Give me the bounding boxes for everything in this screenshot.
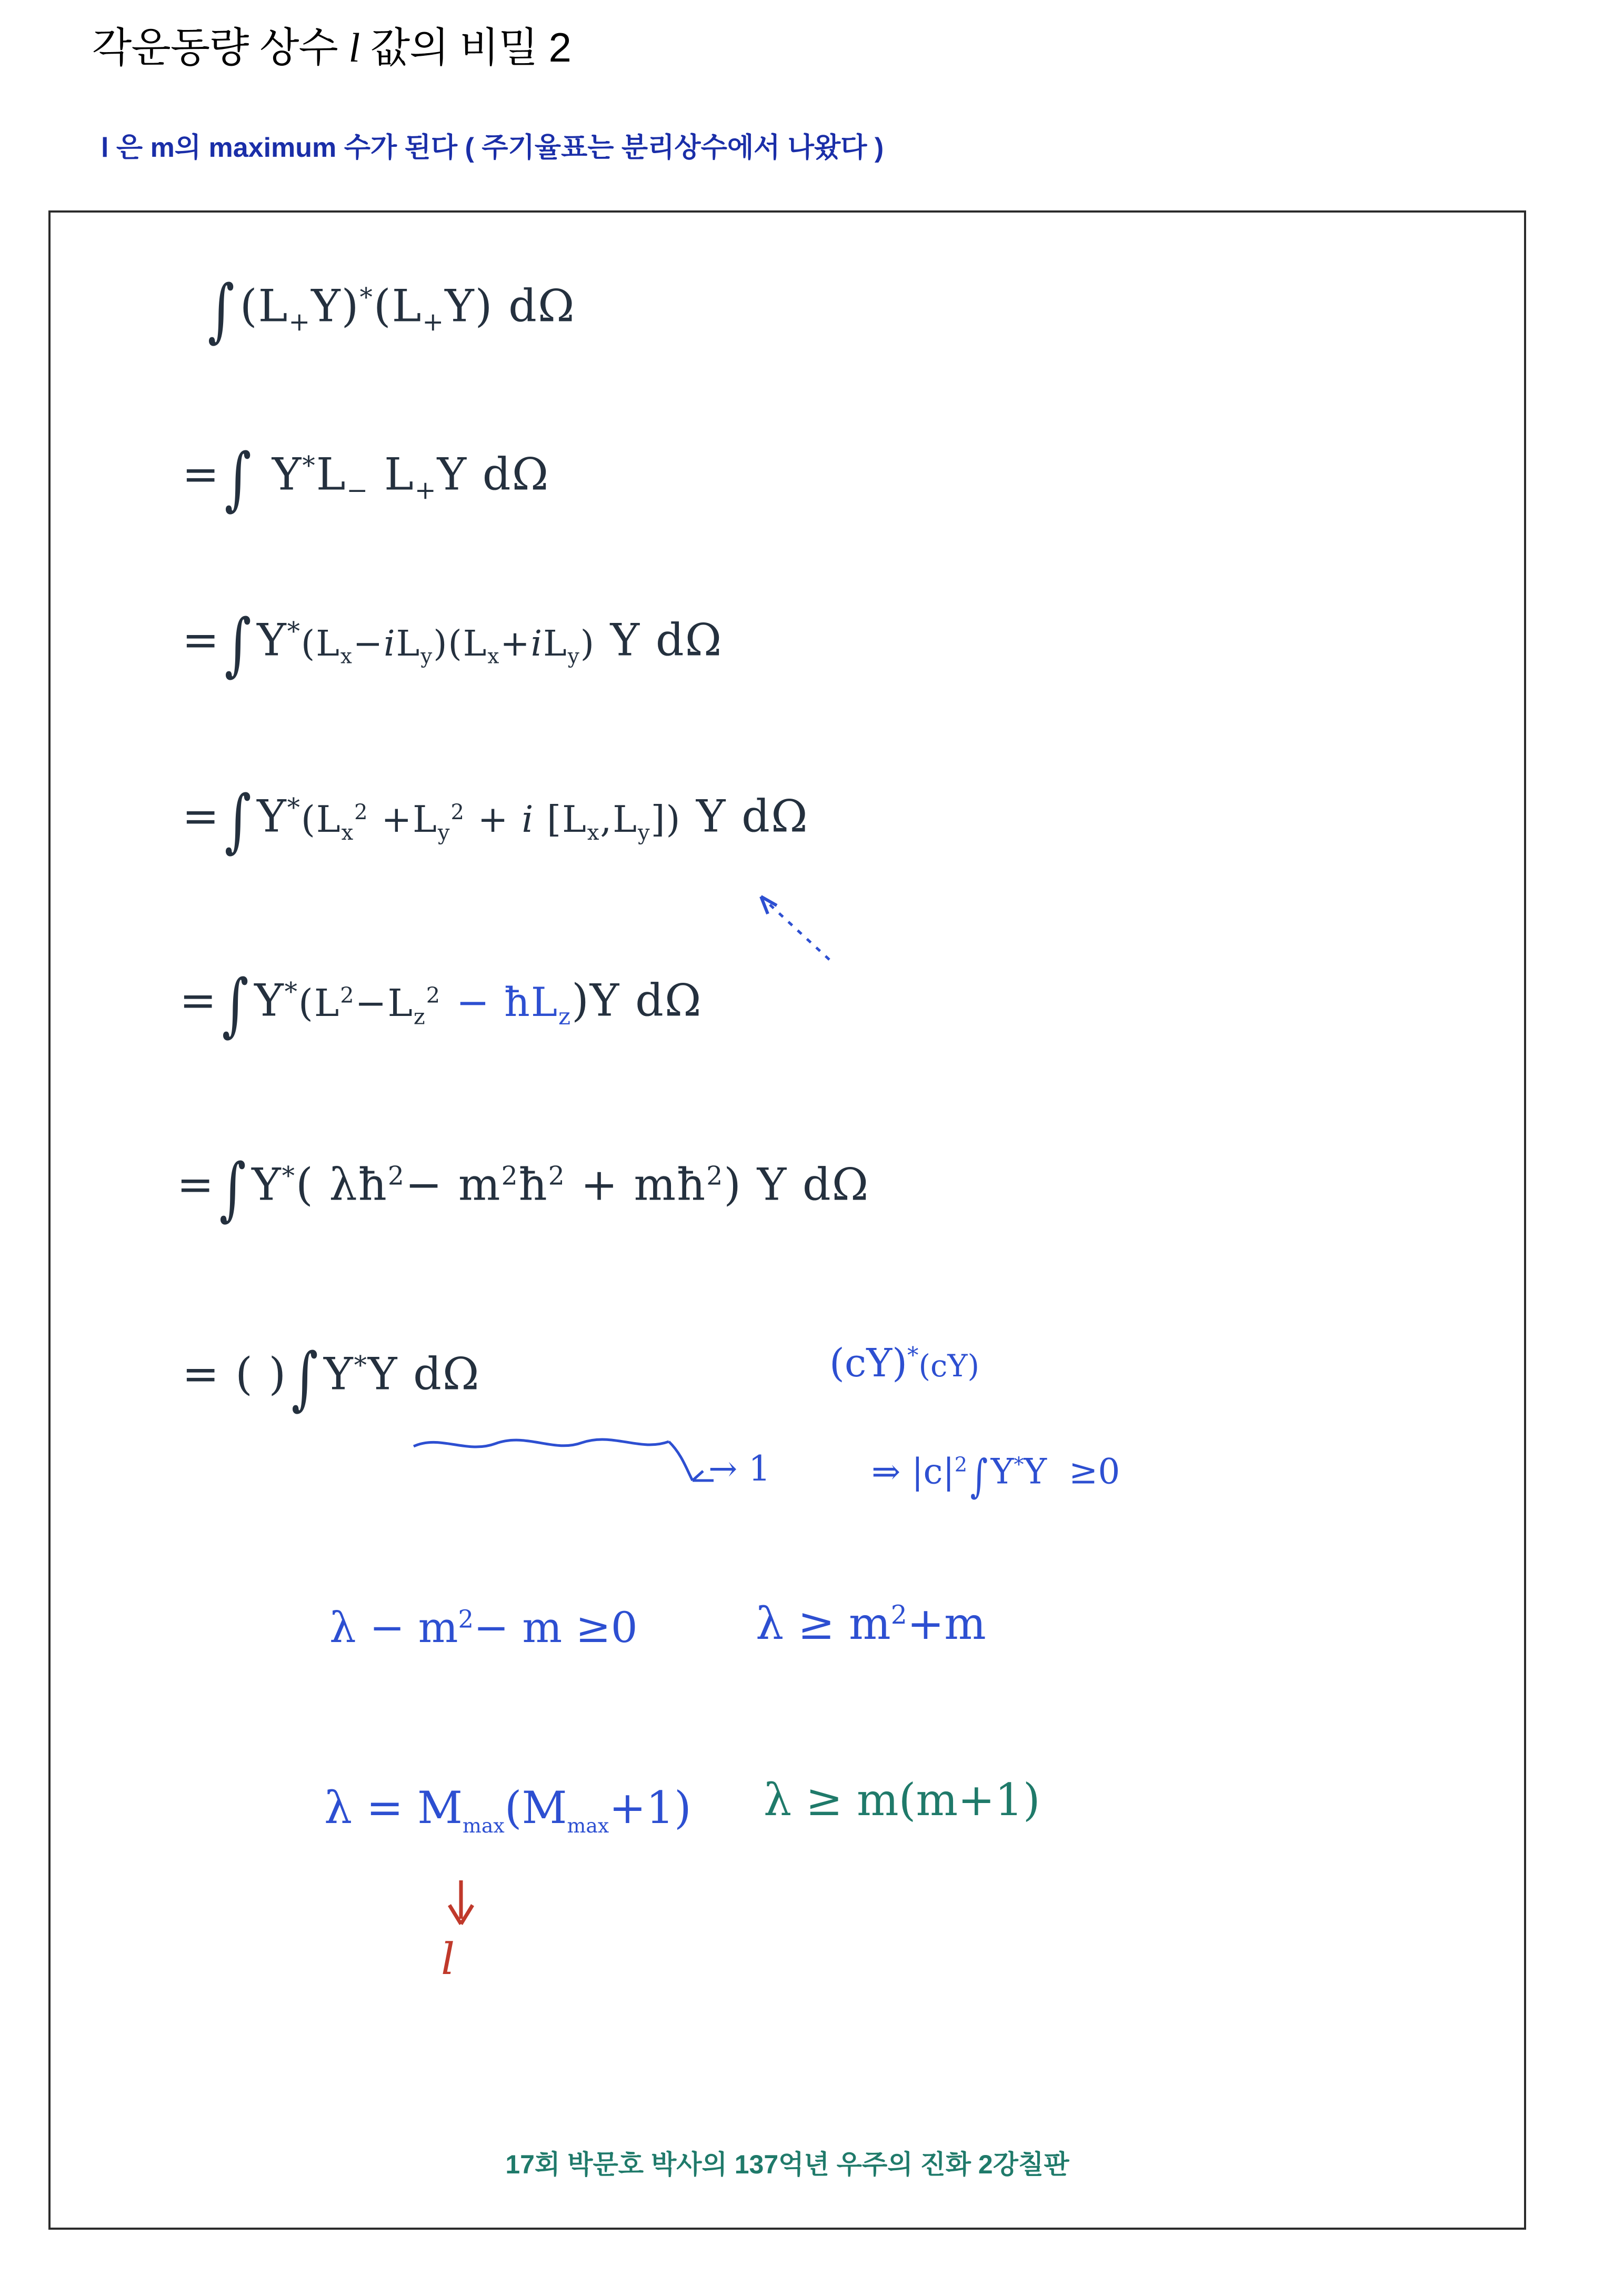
equation-line-1: ∫ $(L_+Y)^*(L_+Y)$ dΩ [207,270,576,350]
equation-line-6: =∫ Y*( $\lambda ħ^2-$ $m^2ħ^2$ + $mħ^2$) Y dΩ [177,1149,870,1228]
page-title-suffix: 값의 비밀 2 [359,24,571,71]
equation-line-3: =∫ $Y^*(L_x-iL_y)(L_x+iL_y)$ Y dΩ [182,604,723,684]
board-footer-caption: 17회 박문호 박사의 137억년 우주의 진화 2강칠판 [505,2150,1069,2179]
equation-line-8b: $\lambda \ge m^2+m$ [756,1598,986,1649]
blackboard-image [48,210,1526,2230]
page-title-italic: l [348,25,360,71]
equation-line-9: $\lambda = M_{max}(M_{max}+1)$ [324,1782,691,1837]
equation-line-9b: λ ≥ m(m+1) [764,1774,1040,1826]
annotation-arrow-icon [698,868,835,973]
note-cy-product: (cY)*(cY) [829,1341,979,1386]
down-arrow-icon [440,1878,487,1936]
page-title-prefix: 각운동량 상수 [92,24,349,71]
result-l-symbol: l [441,1935,455,1985]
note-abs-c-inequality: ⇒ $|c|^2\int Y^*Y \ge 0$ [871,1450,1120,1503]
page-title [92,15,571,74]
equation-line-7: = ( )∫ Y*Y dΩ [182,1338,480,1418]
equation-line-7b: → 1 [708,1448,771,1489]
equation-line-8: $\lambda - m^2- m \ge 0$ [329,1603,638,1652]
equation-line-2: =∫ $Y^*L_-$ $L_+Y$ dΩ [182,438,550,518]
equation-line-4: =∫ $Y^*(L_x^2 +L_y^2 + i$ $[L_x,L_y]$) Y dΩ [182,780,809,860]
equation-line-5: =∫ $Y^*(L^2-L_z^2$ − $ħL_z)Y$ dΩ [179,964,703,1044]
page-subtitle: l 은 m의 maximum 수가 된다 ( 주기율표는 분리상수에서 나왔다 ) [101,133,884,163]
